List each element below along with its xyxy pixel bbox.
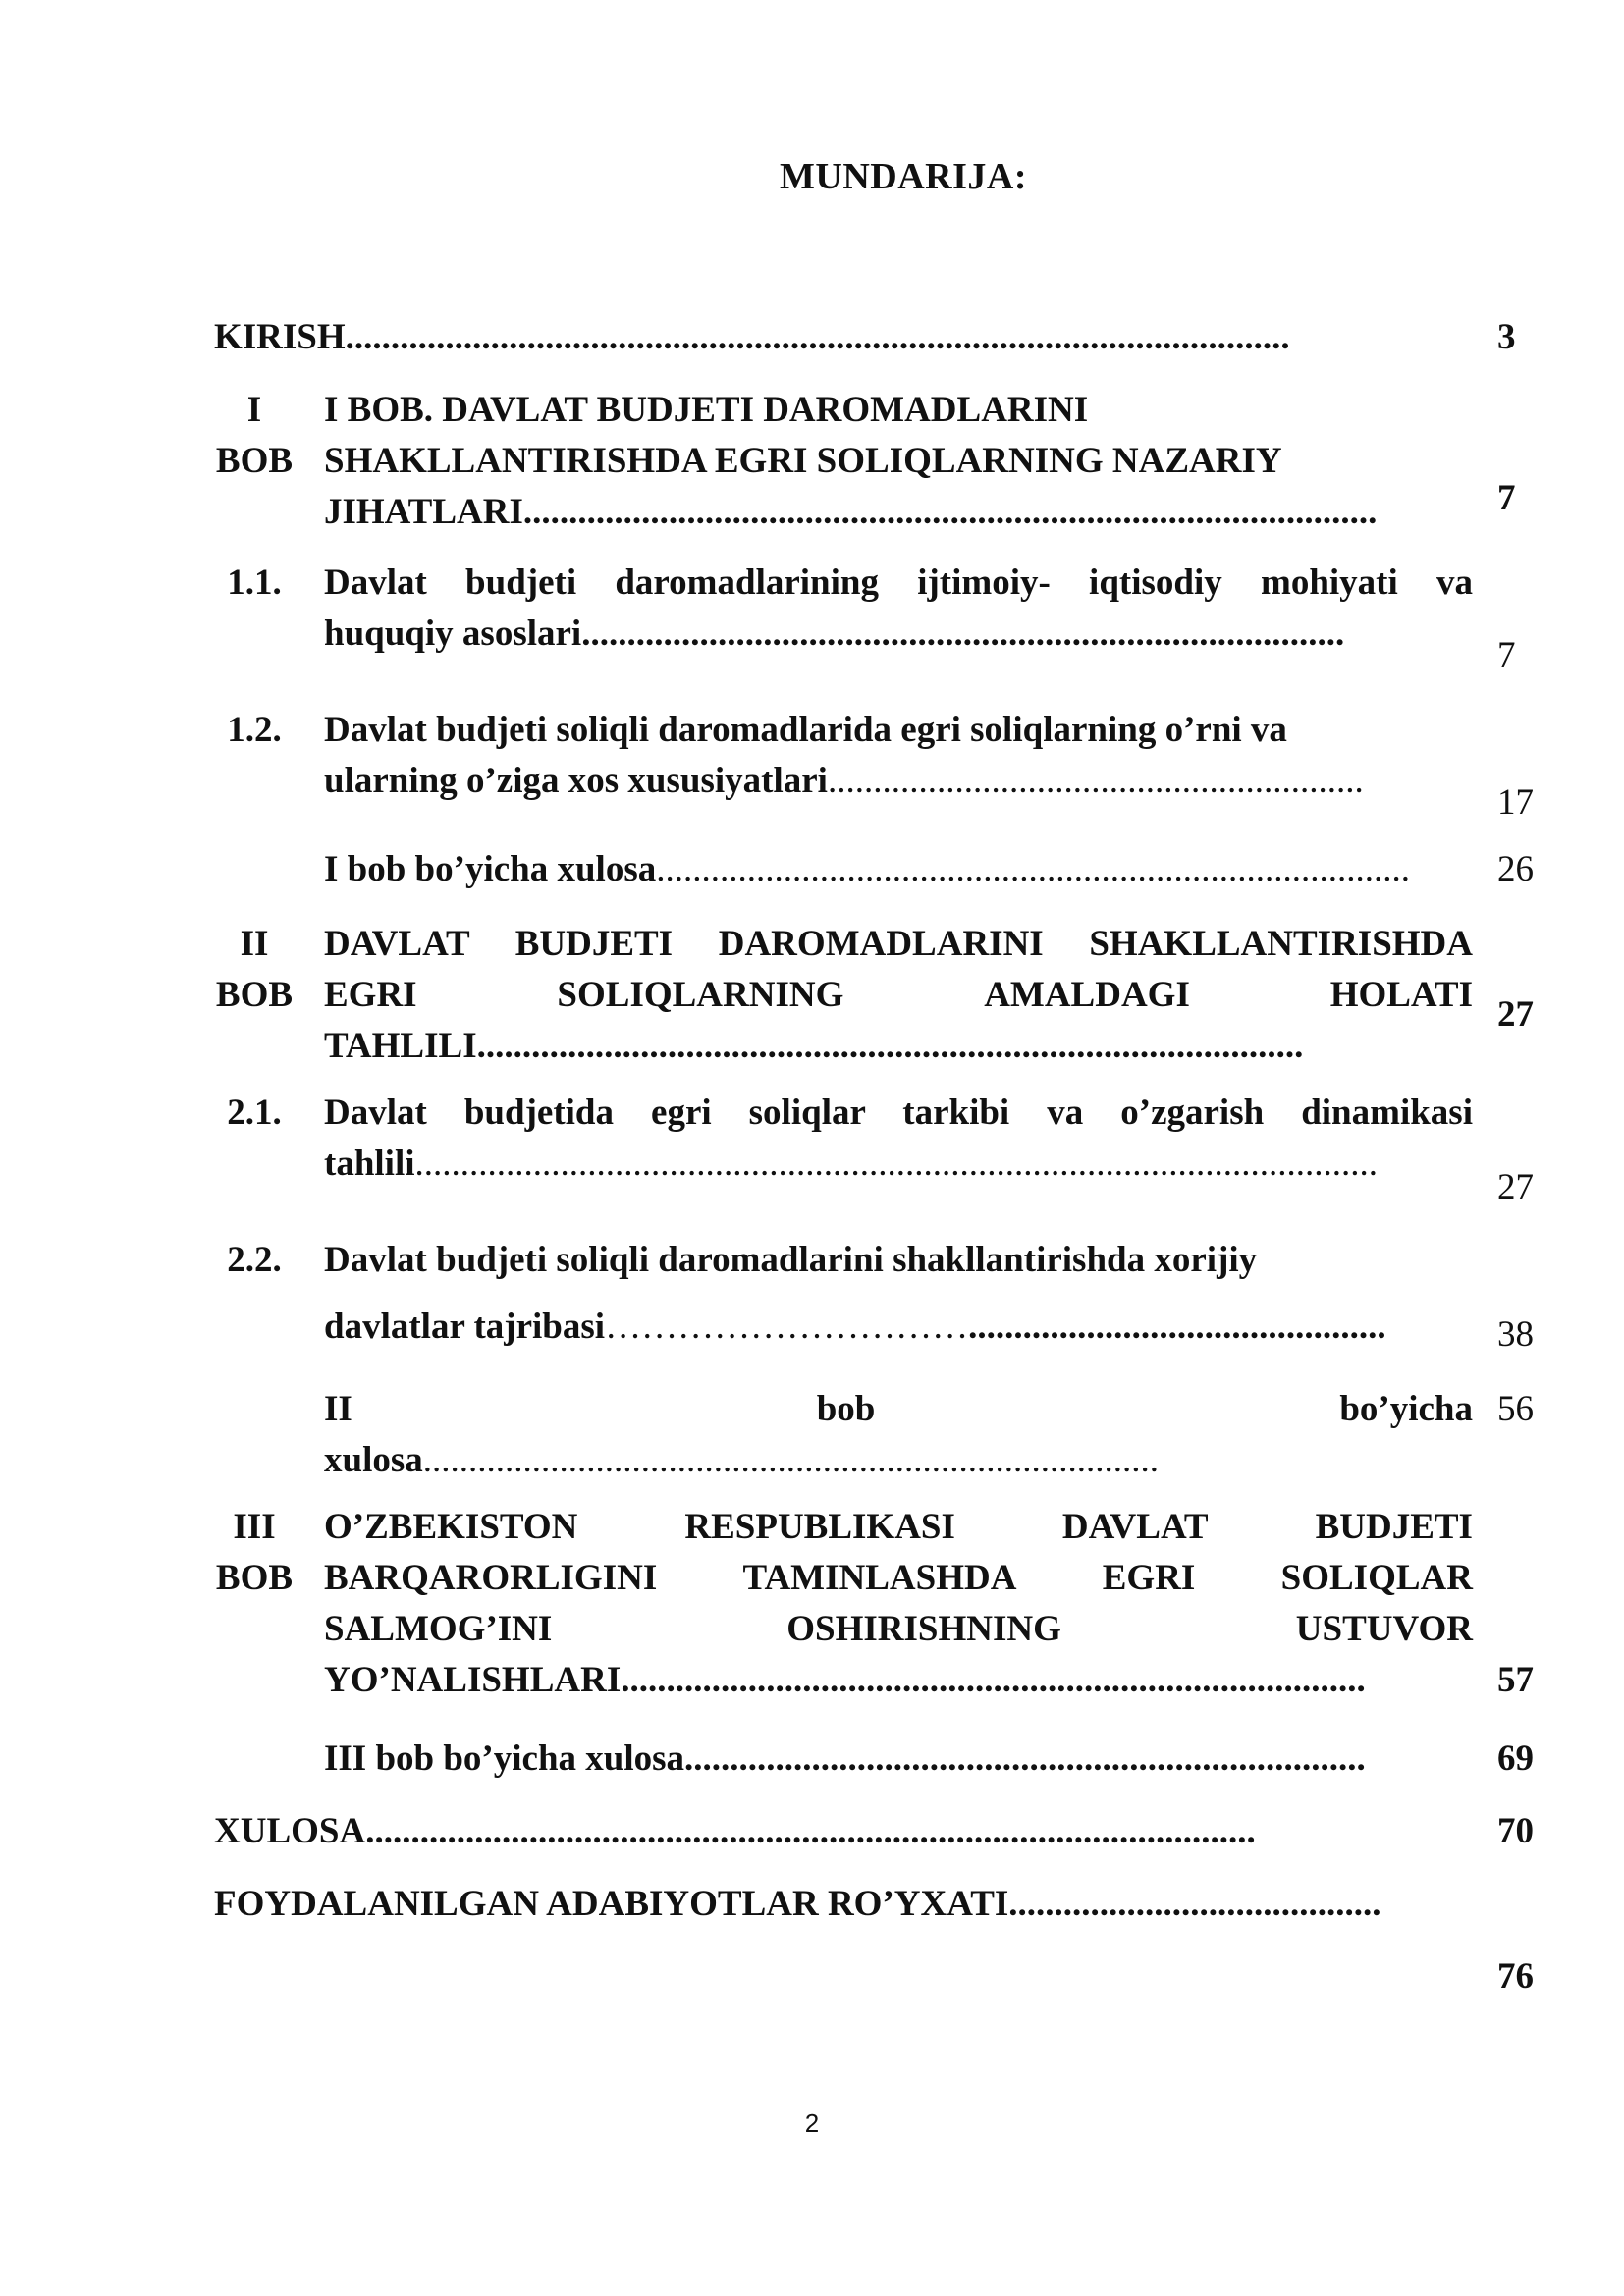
toc-word: USTUVOR xyxy=(1295,1609,1473,1649)
chapter-number-bob: BOB xyxy=(215,1558,294,1598)
chapter-number: I xyxy=(246,390,262,430)
toc-page-number: 76 xyxy=(1497,1956,1534,1997)
toc-word: TAMINLASHDA xyxy=(742,1558,1017,1598)
toc-label: ularning o’ziga xos xususiyatlari xyxy=(324,761,828,801)
toc-line xyxy=(324,970,1473,1021)
toc-line: Davlat budjeti soliqli daromadlarida egri soliqlarning o’rni va xyxy=(324,710,1287,750)
toc-word: AMALDAGI xyxy=(984,975,1190,1015)
toc-label: KIRISH xyxy=(214,317,346,357)
chapter-number: II xyxy=(240,924,269,964)
toc-line-last xyxy=(324,609,1463,660)
toc-page-number: 26 xyxy=(1497,849,1534,889)
toc-entry-adabiyotlar xyxy=(214,1879,1463,1930)
toc-entry-1-2 xyxy=(324,705,1473,807)
toc-entry-xulosa-3 xyxy=(324,1734,1463,1785)
toc-label: huquqiy asoslari xyxy=(324,614,582,654)
toc-page-number: 7 xyxy=(1497,478,1516,518)
toc-line-last xyxy=(324,1655,1453,1706)
toc-label: YO’NALISHLARI xyxy=(324,1660,622,1700)
toc-entry-bob1 xyxy=(324,385,1473,538)
page-footer-number: 2 xyxy=(804,2109,820,2138)
toc-page-number: 38 xyxy=(1497,1314,1534,1355)
toc-page-number: 69 xyxy=(1497,1738,1534,1779)
toc-page-number: 17 xyxy=(1497,782,1534,823)
toc-word: RESPUBLIKASI xyxy=(684,1507,955,1547)
toc-label: JIHATLARI xyxy=(324,492,523,532)
toc-word: SOLIQLAR xyxy=(1280,1558,1473,1598)
toc-word: EGRI xyxy=(1102,1558,1196,1598)
toc-line: DAVLAT BUDJETI DAROMADLARINI SHAKLLANTIRISHDA xyxy=(324,924,1473,964)
toc-line-last xyxy=(324,1021,1463,1072)
toc-page-number: 56 xyxy=(1497,1389,1534,1429)
toc-entry-bob2 xyxy=(324,919,1473,1072)
toc-label: XULOSA xyxy=(214,1811,366,1851)
toc-dots: ........................................................................................... xyxy=(476,1026,1304,1066)
chapter-number-bob: BOB xyxy=(215,975,294,1015)
section-number: 2.1. xyxy=(227,1093,282,1133)
toc-page-number: 7 xyxy=(1497,635,1516,675)
toc-dots: .................................................................................. xyxy=(621,1660,1366,1700)
toc-page-number: 70 xyxy=(1497,1811,1534,1851)
toc-line xyxy=(324,1502,1473,1553)
toc-word: OSHIRISHNING xyxy=(786,1609,1061,1649)
toc-entry-1-1 xyxy=(324,558,1473,660)
toc-word: bob xyxy=(816,1389,876,1429)
toc-dots: ................................................................................... xyxy=(656,849,1410,889)
toc-word: BARQARORLIGINI xyxy=(324,1558,658,1598)
toc-dots: ......................................... xyxy=(1008,1884,1381,1924)
page-title: MUNDARIJA: xyxy=(780,156,1027,197)
toc-dots: ................................................................................. xyxy=(422,1440,1160,1480)
chapter-number-bob: BOB xyxy=(215,441,294,481)
toc-entry-bob3 xyxy=(324,1502,1473,1706)
section-number: 1.1. xyxy=(227,562,282,603)
toc-label: FOYDALANILGAN ADABIYOTLAR RO’YXATI xyxy=(214,1884,1009,1924)
toc-label: tahlili xyxy=(324,1144,415,1184)
toc-line-last xyxy=(324,1302,1463,1353)
toc-word: O’ZBEKISTON xyxy=(324,1507,578,1547)
toc-dots: ........................................................... xyxy=(827,761,1364,801)
toc-label: xulosa xyxy=(324,1440,423,1480)
toc-line xyxy=(324,1384,1473,1435)
toc-line xyxy=(324,1604,1473,1655)
section-number: 2.2. xyxy=(227,1240,282,1280)
toc-dots: .............................................................................................. xyxy=(522,492,1378,532)
toc-word: SOLIQLARNING xyxy=(557,975,844,1015)
toc-word: EGRI xyxy=(324,975,417,1015)
toc-dots: .............................................. xyxy=(968,1307,1386,1347)
toc-line xyxy=(324,1553,1473,1604)
toc-line-last xyxy=(324,487,1443,538)
toc-line: I BOB. DAVLAT BUDJETI DAROMADLARINI xyxy=(324,390,1089,430)
toc-label: davlatlar tajribasi xyxy=(324,1307,606,1347)
toc-entry-kirish xyxy=(214,312,1441,363)
toc-entry-xulosa-2 xyxy=(324,1384,1473,1486)
toc-page-number: 27 xyxy=(1497,1167,1534,1207)
toc-line-last xyxy=(324,1435,1208,1486)
toc-line: Davlat budjeti soliqli daromadlarini shakllantirishda xorijiy xyxy=(324,1240,1258,1280)
toc-label: I bob bo’yicha xulosa xyxy=(324,849,657,889)
toc-dots: ………………………… xyxy=(605,1307,969,1347)
toc-page-number: 3 xyxy=(1497,317,1516,357)
toc-label: TAHLILI xyxy=(324,1026,477,1066)
toc-page-number: 27 xyxy=(1497,994,1534,1035)
toc-word: bo’yicha xyxy=(1339,1389,1473,1429)
toc-entry-2-2 xyxy=(324,1235,1473,1353)
chapter-number: III xyxy=(233,1507,276,1547)
toc-entry-xulosa xyxy=(214,1806,1453,1857)
toc-dots: ........................................................................................................ xyxy=(345,317,1290,357)
toc-line: SHAKLLANTIRISHDA EGRI SOLIQLARNING NAZARIY xyxy=(324,441,1282,481)
toc-page-number: 57 xyxy=(1497,1660,1534,1700)
toc-word: BUDJETI xyxy=(1315,1507,1473,1547)
toc-entry-2-1 xyxy=(324,1088,1473,1190)
toc-word: II xyxy=(324,1389,352,1429)
toc-dots: ........................................................................... xyxy=(684,1738,1366,1779)
toc-word: SALMOG’INI xyxy=(324,1609,553,1649)
toc-line: Davlat budjeti daromadlarining ijtimoiy- iqtisodiy mohiyati va xyxy=(324,562,1473,603)
toc-dots: .................................................................................... xyxy=(581,614,1345,654)
toc-line-last xyxy=(324,1139,1473,1190)
toc-line-last xyxy=(324,756,1453,807)
toc-line: Davlat budjetida egri soliqlar tarkibi va o’zgarish dinamikasi xyxy=(324,1093,1473,1133)
toc-dots: .................................................................................................. xyxy=(365,1811,1256,1851)
toc-entry-xulosa-1 xyxy=(324,844,1463,895)
toc-dots: .......................................................................................................... xyxy=(414,1144,1379,1184)
toc-word: HOLATI xyxy=(1329,975,1473,1015)
section-number: 1.2. xyxy=(227,710,282,750)
toc-label: III bob bo’yicha xulosa xyxy=(324,1738,685,1779)
toc-word: DAVLAT xyxy=(1061,1507,1209,1547)
